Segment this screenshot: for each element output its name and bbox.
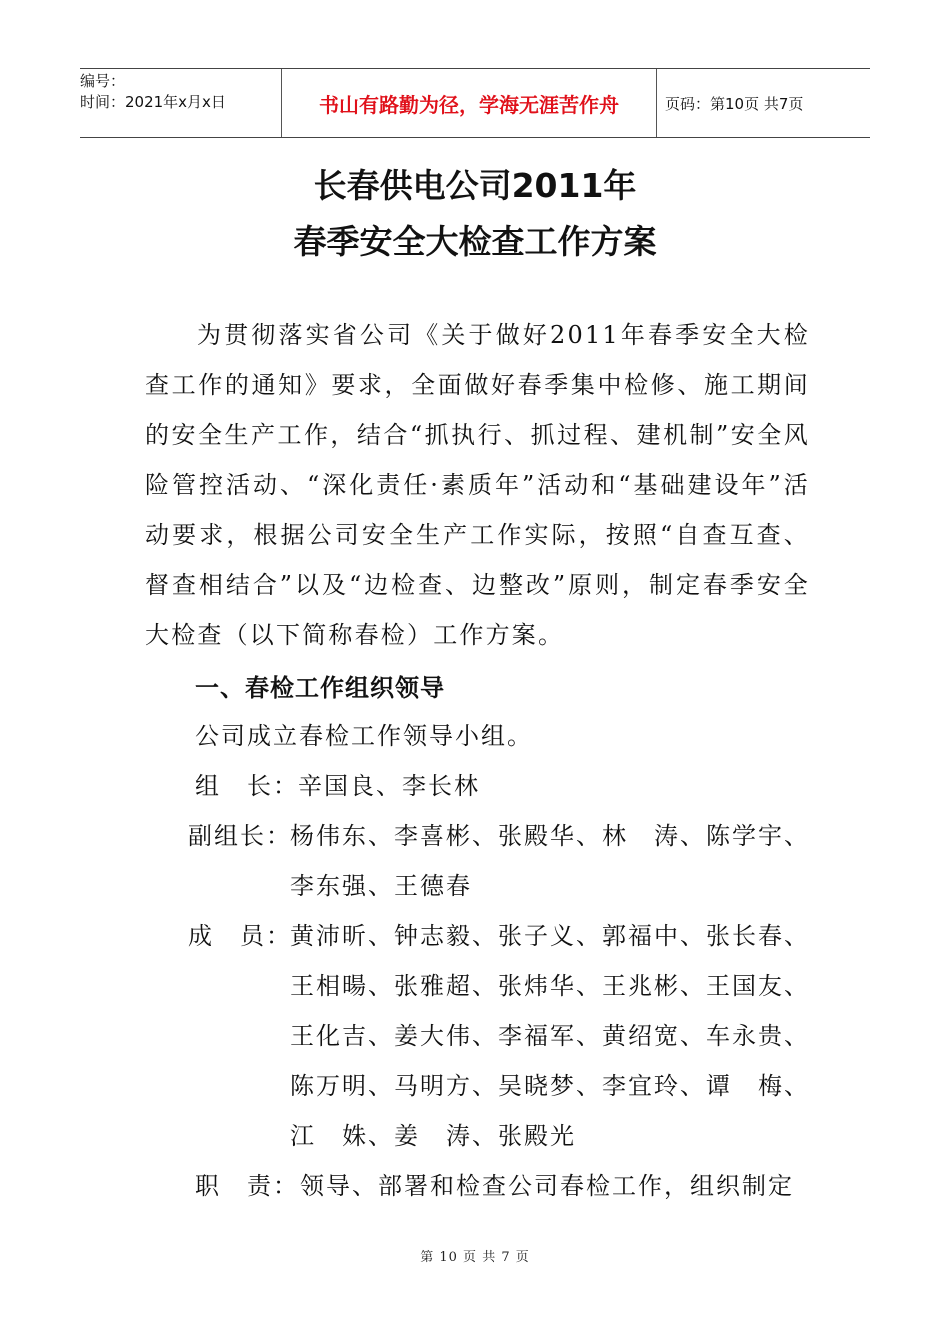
header-motto: 书山有路勤为径，学海无涯苦作舟 [281,69,657,137]
title-line-1: 长春供电公司2011年 [313,166,637,205]
deputy-names-2: 李东强、王德春 [290,872,472,900]
leader-names: 辛国良、李长林 [298,772,480,800]
header-table [80,68,870,138]
deputy-names-1: 杨伟东、李喜彬、张殿华、林 涛、陈学宇、 [290,822,810,850]
member-names-1: 黄沛昕、钟志毅、张子义、郭福中、张长春、 [290,922,810,950]
section-1-lead: 公司成立春检工作领导小组。 [195,722,533,750]
member-names-3: 王化吉、姜大伟、李福军、黄绍宽、车永贵、 [290,1022,810,1050]
member-names-4: 陈万明、马明方、吴晓梦、李宜玲、谭 梅、 [290,1072,810,1100]
member-names-5: 江 姝、姜 涛、张殿光 [290,1122,576,1150]
deputy-label: 副组长： [188,822,292,850]
title-line-2: 春季安全大检查工作方案 [293,222,657,261]
doc-number: 编号： [80,72,126,90]
duty-label: 职 责： [195,1172,299,1200]
member-label: 成 员： [188,922,292,950]
header-left-cell [80,69,281,137]
header-page-code: 页码：第10页 共7页 [665,94,804,113]
member-names-2: 王相暘、张雅超、张炜华、王兆彬、王国友、 [290,972,810,1000]
leader-label: 组 长： [195,772,299,800]
duty-text: 领导、部署和检查公司春检工作，组织制定 [300,1172,794,1200]
doc-time: 时间：2021年x月x日 [80,93,226,111]
section-1-heading: 一、春检工作组织领导 [195,674,445,702]
intro-paragraph: 为贯彻落实省公司《关于做好2011年春季安全大检查工作的通知》要求，全面做好春季集中检修、施工期间的安全生产工作，结合“抓执行、抓过程、建机制”安全风险管控活动、“深化责任·素质年”活动和“基础建设年”活动要求，根据公司安全生产工作实际，按照“自查互查、督查相结合”以及“边检查、边整改”原则，制定春季安全大检查（以下简称春检）工作方案。 [145,321,810,649]
page-footer: 第 10 页 共 7 页 [420,1250,530,1265]
